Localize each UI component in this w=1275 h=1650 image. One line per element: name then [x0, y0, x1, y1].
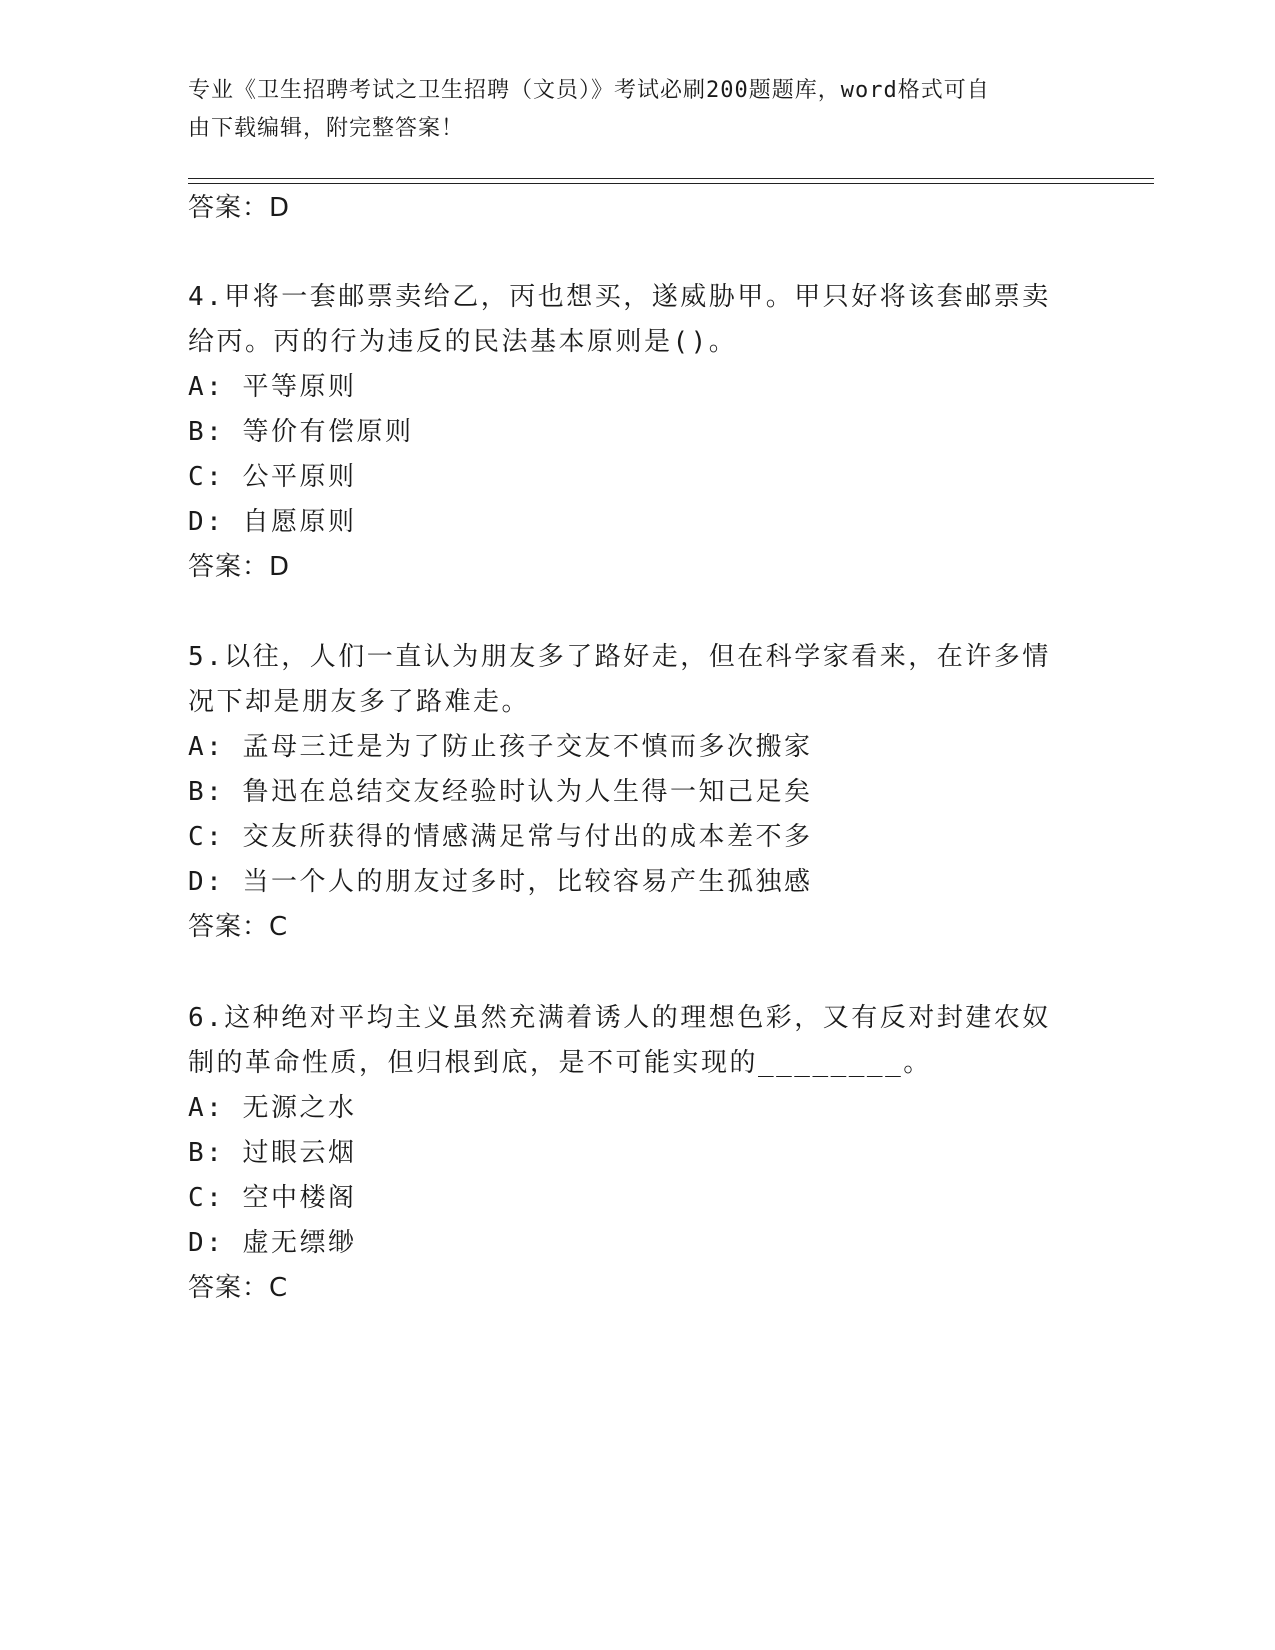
question-4-answer: 答案：D	[188, 552, 291, 582]
header-line-1: 专业《卫生招聘考试之卫生招聘（文员）》考试必刷200题题库，word格式可自	[188, 78, 990, 103]
question-6-answer: 答案：C	[188, 1273, 289, 1303]
header-line-2: 由下载编辑，附完整答案！	[188, 116, 465, 141]
question-4-stem-line-1: 4.甲将一套邮票卖给乙，丙也想买，遂威胁甲。甲只好将该套邮票卖	[188, 282, 1051, 312]
question-5-option-c: C: 交友所获得的情感满足常与付出的成本差不多	[188, 822, 813, 852]
answer-previous-question: 答案：D	[188, 193, 291, 223]
question-5-stem-line-1: 5.以往，人们一直认为朋友多了路好走，但在科学家看来，在许多情	[188, 642, 1051, 672]
question-4-option-c: C: 公平原则	[188, 462, 357, 492]
header-divider-top	[188, 178, 1154, 179]
header-divider-bottom	[188, 183, 1154, 184]
question-6-stem-line-1: 6.这种绝对平均主义虽然充满着诱人的理想色彩，又有反对封建农奴	[188, 1003, 1051, 1033]
question-5-option-a: A: 孟母三迁是为了防止孩子交友不慎而多次搬家	[188, 732, 813, 762]
question-6-option-b: B: 过眼云烟	[188, 1138, 357, 1168]
question-5-answer: 答案：C	[188, 912, 289, 942]
question-5-option-b: B: 鲁迅在总结交友经验时认为人生得一知己足矣	[188, 777, 813, 807]
question-6-stem-line-2: 制的革命性质，但归根到底，是不可能实现的________。	[188, 1048, 932, 1078]
question-4-option-a: A: 平等原则	[188, 372, 357, 402]
question-5-option-d: D: 当一个人的朋友过多时，比较容易产生孤独感	[188, 867, 813, 897]
document-header	[188, 72, 1068, 148]
question-6-option-c: C: 空中楼阁	[188, 1183, 357, 1213]
question-4-option-d: D: 自愿原则	[188, 507, 357, 537]
question-6-option-a: A: 无源之水	[188, 1093, 357, 1123]
question-4-stem-line-2: 给丙。丙的行为违反的民法基本原则是()。	[188, 327, 738, 357]
question-4-option-b: B: 等价有偿原则	[188, 417, 414, 447]
question-5-stem-line-2: 况下却是朋友多了路难走。	[188, 687, 531, 717]
question-6-option-d: D: 虚无缥缈	[188, 1228, 357, 1258]
